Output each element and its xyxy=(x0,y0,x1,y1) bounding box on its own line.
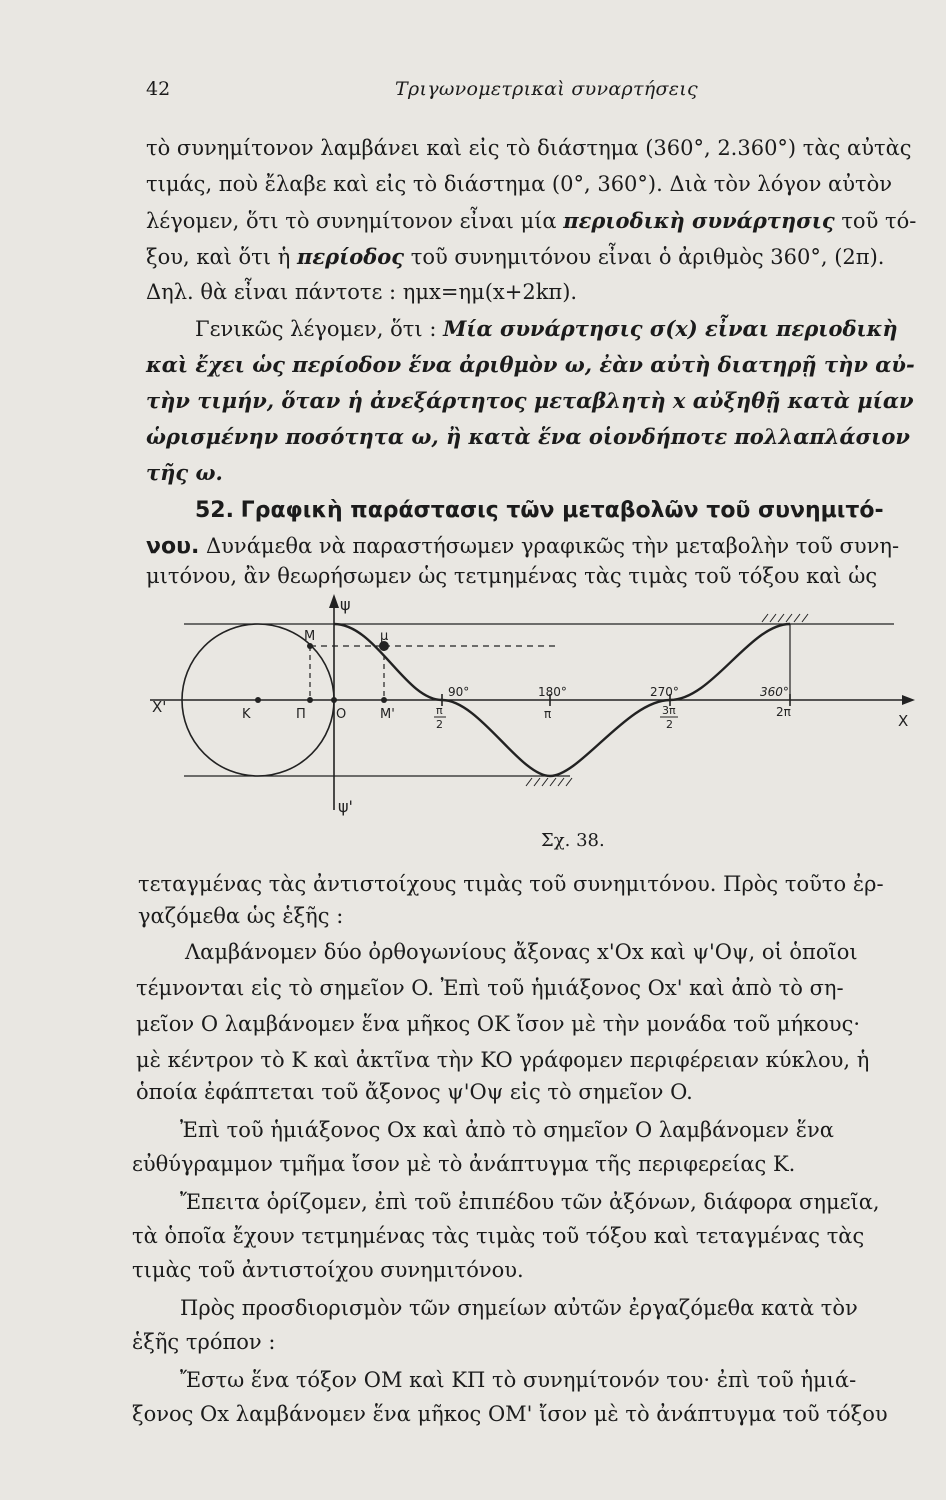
text-line: μεῖον O λαμβάνομεν ἕνα μῆκος OK ἴσον μὲ τὴν μονάδα τοῦ μήκους· xyxy=(136,1012,861,1036)
section-number: 52. xyxy=(195,498,234,523)
formula-line: Δηλ. θὰ εἶναι πάντοτε : ημx=ημ(x+2kπ). xyxy=(146,280,578,304)
label-pi: π xyxy=(544,707,552,721)
text-line: Ἔστω ἕνα τόξον OM καὶ KΠ τὸ συνημίτονόν του· ἐπὶ τοῦ ἡμιά- xyxy=(180,1368,857,1392)
text-span: Γενικῶς λέγομεν, ὅτι : xyxy=(195,317,444,341)
text-line: τὰ ὁποῖα ἔχουν τετμημένας τὰς τιμὰς τοῦ τόξου καὶ τεταγμένας τὰς xyxy=(132,1224,865,1248)
point-o xyxy=(331,697,337,703)
label-o: O xyxy=(336,707,347,722)
text-line: τεταγμένας τὰς ἀντιστοίχους τιμὰς τοῦ συνημιτόνου. Πρὸς τοῦτο ἐρ- xyxy=(138,872,884,896)
label-270-deg: 270° xyxy=(650,685,679,699)
point-pi xyxy=(307,697,313,703)
text-span: ξου, καὶ ὅτι ἡ xyxy=(146,245,297,269)
section-title: Γραφικὴ παράστασις τῶν μεταβολῶν τοῦ συνημιτό- xyxy=(240,498,884,523)
text-line: ὁποία ἐφάπτεται τοῦ ἄξονος ψ'Oψ εἰς τὸ σημεῖον O. xyxy=(136,1080,693,1104)
text-line: ἑξῆς τρόπον : xyxy=(132,1330,276,1354)
label-m: M xyxy=(304,629,316,644)
label-x: X xyxy=(898,712,909,730)
label-360-deg: 360° xyxy=(760,685,789,699)
page-number: 42 xyxy=(146,78,171,100)
text-line: τέμνονται εἰς τὸ σημεῖον O. Ἐπὶ τοῦ ἡμιάξονος Ox' καὶ ἀπὸ τὸ ση- xyxy=(136,976,844,1000)
definition-line: καὶ ἔχει ὡς περίοδον ἕνα ἀριθμὸν ω, ἐὰν αὐτὴ διατηρῇ τὴν αὐ- xyxy=(146,352,915,377)
label-three-pi-half-den: 2 xyxy=(666,718,673,731)
label-k: K xyxy=(242,707,251,722)
label-pi-half-den: 2 xyxy=(436,718,443,731)
text-span: Δυνάμεθα νὰ παραστήσωμεν γραφικῶς τὴν μεταβολὴν τοῦ συνη- xyxy=(199,534,900,558)
label-two-pi: 2π xyxy=(776,705,791,719)
page-header xyxy=(0,78,946,108)
text-line: Πρὸς προσδιορισμὸν τῶν σημείων αὐτῶν ἐργαζόμεθα κατὰ τὸν xyxy=(180,1296,858,1320)
y-axis-arrow-icon xyxy=(329,594,339,608)
label-mu: μ xyxy=(380,629,389,644)
definition-text: Μία συνάρτησις σ(x) εἶναι περιοδικὴ xyxy=(443,316,898,341)
section-title-end: νου. xyxy=(146,534,200,559)
label-180-deg: 180° xyxy=(538,685,567,699)
text-line: Ἔπειτα ὁρίζομεν, ἐπὶ τοῦ ἐπιπέδου τῶν ἀξόνων, διάφορα σημεῖα, xyxy=(180,1190,880,1214)
text-line: τιμάς, ποὺ ἔλαβε καὶ εἰς τὸ διάστημα (0°, 360°). Διὰ τὸν λόγον αὐτὸν xyxy=(146,172,892,196)
label-x-prime: X' xyxy=(152,698,167,716)
text-line: εὐθύγραμμον τμῆμα ἴσον μὲ τὸ ἀνάπτυγμα τῆς περιφερείας K. xyxy=(132,1152,796,1176)
text-line: Ἐπὶ τοῦ ἡμιάξονος Ox καὶ ἀπὸ τὸ σημεῖον O λαμβάνομεν ἕνα xyxy=(180,1118,834,1142)
term-periodic-function: περιοδικὴ συνάρτησις xyxy=(563,208,835,233)
definition-line xyxy=(195,318,898,340)
definition-line: τῆς ω. xyxy=(146,460,223,485)
text-line xyxy=(146,210,916,232)
label-90-deg: 90° xyxy=(448,685,470,699)
text-line xyxy=(146,246,884,268)
x-axis-arrow-icon xyxy=(902,695,915,705)
text-line: μιτόνου, ἂν θεωρήσωμεν ὡς τετμημένας τὰς τιμὰς τοῦ τόξου καὶ ὡς xyxy=(146,564,878,588)
definition-line: ὡρισμένην ποσότητα ω, ἢ κατὰ ἕνα οἱονδήποτε πολλαπλάσιον xyxy=(146,424,910,449)
text-line: μὲ κέντρον τὸ K καὶ ἀκτῖνα τὴν KO γράφομεν περιφέρειαν κύκλου, ἡ xyxy=(136,1048,870,1072)
cosine-graph-svg xyxy=(140,588,920,848)
hatch-max xyxy=(762,614,808,622)
text-span: λέγομεν, ὅτι τὸ συνημίτονον εἶναι μία xyxy=(146,209,564,233)
text-line: τιμὰς τοῦ ἀντιστοίχου συνημιτόνου. xyxy=(132,1258,524,1282)
text-line: Λαμβάνομεν δύο ὀρθογωνίους ἄξονας x'Ox καὶ ψ'Oψ, οἱ ὁποῖοι xyxy=(185,940,858,964)
text-line: γαζόμεθα ὡς ἑξῆς : xyxy=(138,904,344,928)
label-pi-point: Π xyxy=(296,707,306,722)
point-m-prime xyxy=(381,697,387,703)
label-psi: ψ xyxy=(340,595,351,614)
text-span: τοῦ συνημιτόνου εἶναι ὁ ἀριθμὸς 360°, (2π). xyxy=(404,245,885,269)
label-m-prime: M' xyxy=(380,707,395,722)
label-three-pi-half-num: 3π xyxy=(662,704,676,717)
label-psi-prime: ψ' xyxy=(338,797,353,816)
point-k xyxy=(255,697,261,703)
hatch-min xyxy=(526,778,572,786)
text-line: ξονος Ox λαμβάνομεν ἕνα μῆκος OM' ἴσον μὲ τὸ ἀνάπτυγμα τοῦ τόξου xyxy=(132,1402,888,1426)
figure-caption: Σχ. 38. xyxy=(541,830,605,851)
section-heading-line xyxy=(195,500,884,522)
label-pi-half-num: π xyxy=(436,704,443,717)
text-line: τὸ συνημίτονον λαμβάνει καὶ εἰς τὸ διάστημα (360°, 2.360°) τὰς αὐτὰς xyxy=(146,136,912,160)
text-span: τοῦ τό- xyxy=(834,209,917,233)
figure-cosine-graph xyxy=(140,588,920,848)
section-body-line xyxy=(146,536,899,558)
running-title: Τριγωνομετρικαὶ συναρτήσεις xyxy=(395,78,698,100)
definition-line: τὴν τιμήν, ὅταν ἡ ἀνεξάρτητος μεταβλητὴ x αὐξηθῇ κατὰ μίαν xyxy=(146,388,914,413)
term-period: περίοδος xyxy=(296,244,405,269)
